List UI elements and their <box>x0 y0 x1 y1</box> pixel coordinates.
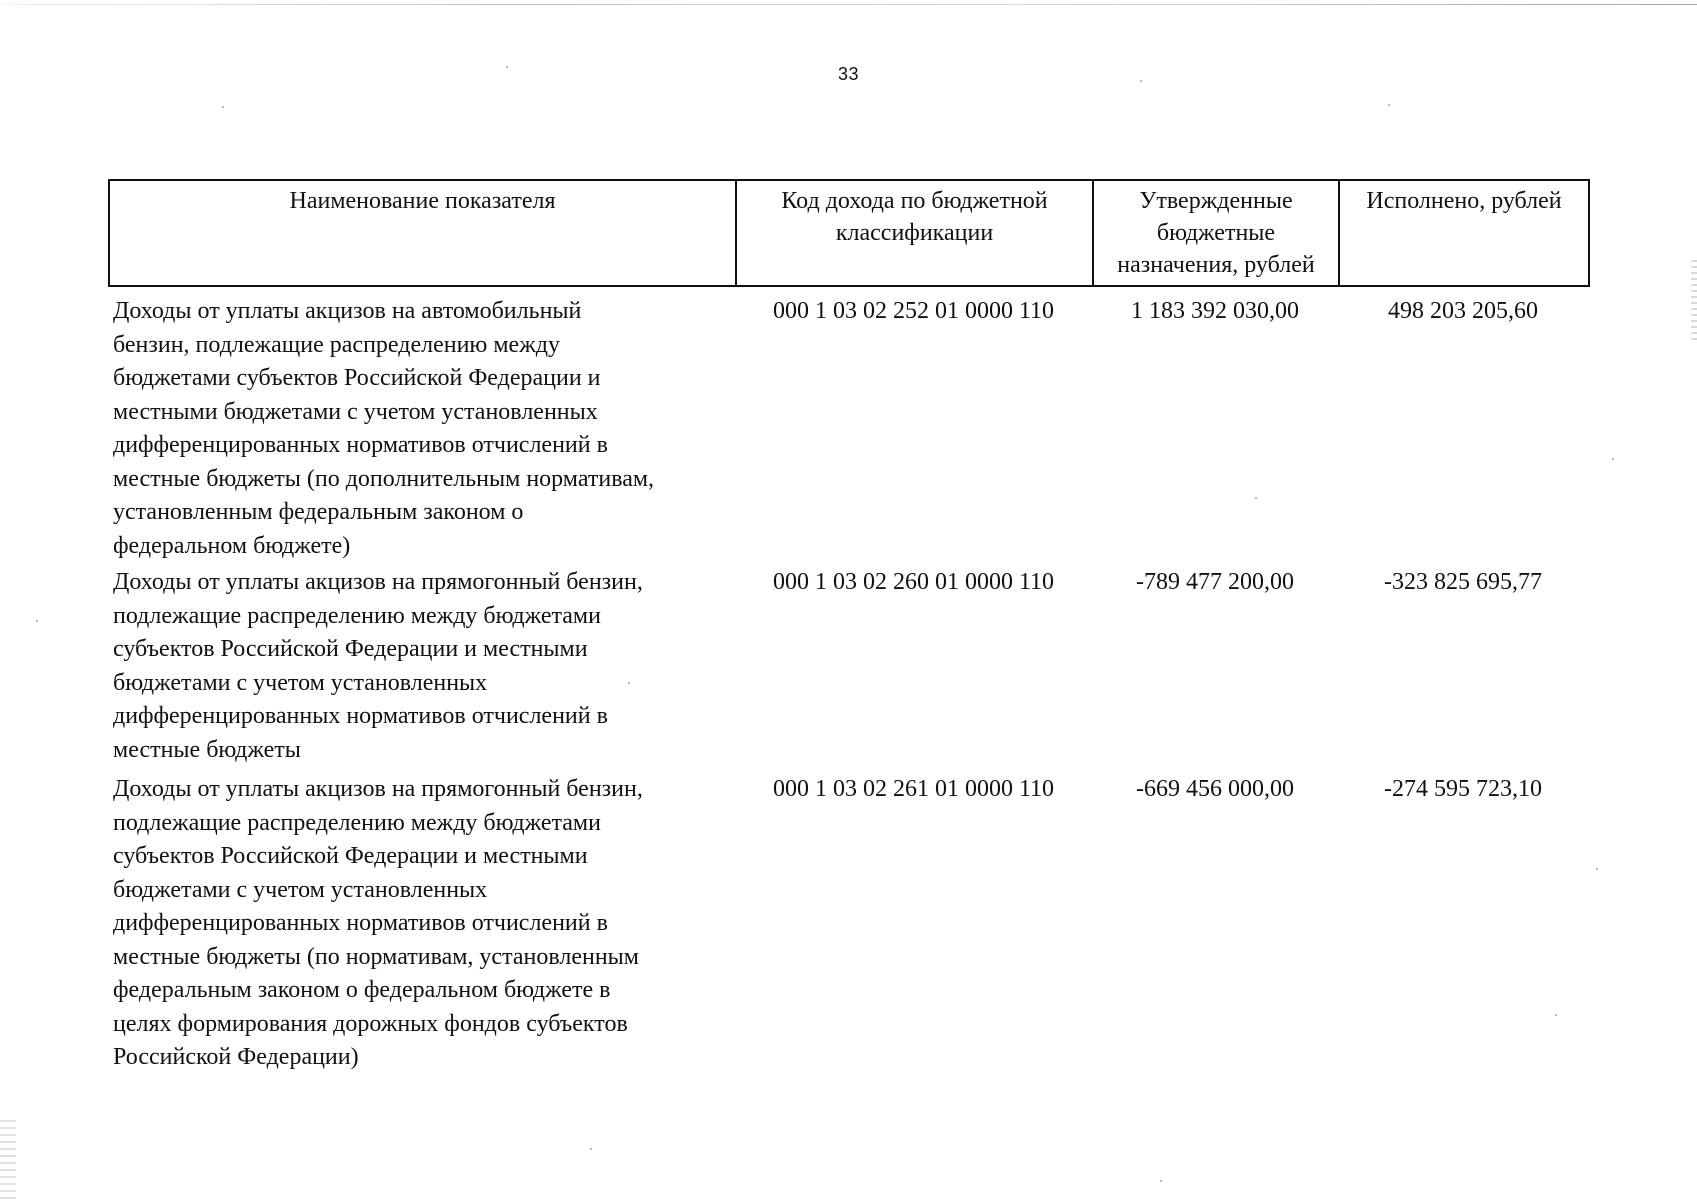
row-name-line: бюджетами субъектов Российской Федерации и <box>113 365 601 391</box>
row-name-line: федеральным законом о федеральном бюджете в <box>113 977 611 1003</box>
scan-speck <box>1555 1014 1557 1016</box>
row-code: 000 1 03 02 261 01 0000 110 <box>772 776 1055 802</box>
header-code-line: Код дохода по бюджетной <box>781 188 1048 214</box>
row-approved-amount: -669 456 000,00 <box>1136 776 1294 802</box>
scan-speck <box>1255 497 1257 499</box>
scan-speck <box>590 1148 592 1150</box>
row-name-line: дифференцированных нормативов отчислений в <box>113 432 608 458</box>
page-number: 33 <box>837 64 860 84</box>
scan-speck <box>506 66 508 68</box>
scan-speck <box>628 682 630 684</box>
row-approved-amount: 1 183 392 030,00 <box>1131 298 1299 324</box>
row-name-line: дифференцированных нормативов отчислений в <box>113 910 608 936</box>
row-name-line: Доходы от уплаты акцизов на прямогонный бензин, <box>113 776 643 802</box>
row-name-line: Доходы от уплаты акцизов на прямогонный бензин, <box>113 569 643 595</box>
scan-speck <box>1388 104 1390 106</box>
row-name-line: подлежащие распределению между бюджетами <box>113 602 601 629</box>
row-name-line: Российской Федерации) <box>113 1044 359 1070</box>
row-name-line: субъектов Российской Федерации и местными <box>113 636 588 662</box>
row-name-line: местные бюджеты (по дополнительным нормативам, <box>113 465 655 492</box>
scan-artifact-right-edge <box>1691 260 1697 340</box>
row-name-line: федеральном бюджете) <box>113 532 351 559</box>
row-executed-amount: 498 203 205,60 <box>1388 298 1538 324</box>
row-name-line: бензин, подлежащие распределению между <box>113 331 560 358</box>
row-name-line: субъектов Российской Федерации и местными <box>113 843 588 869</box>
row-name <box>113 566 738 767</box>
row-name-line: местные бюджеты (по нормативам, установленным <box>113 943 639 970</box>
row-name <box>113 773 738 1075</box>
row-name-line: местными бюджетами с учетом установленных <box>113 398 598 425</box>
header-executed-line: Исполнено, рублей <box>1366 188 1562 214</box>
header-code-line: классификации <box>835 220 994 246</box>
header-approved-line: бюджетные <box>1156 220 1276 246</box>
row-name-line: дифференцированных нормативов отчислений в <box>113 703 608 729</box>
table-header <box>108 179 1590 287</box>
row-code: 000 1 03 02 260 01 0000 110 <box>772 569 1055 595</box>
scan-artifact-left-edge <box>0 1120 16 1200</box>
row-name <box>113 295 738 563</box>
row-name-line: бюджетами с учетом установленных <box>113 669 488 696</box>
header-name-line: Наименование показателя <box>289 188 556 214</box>
row-executed-amount: -274 595 723,10 <box>1384 776 1542 802</box>
row-approved-amount: -789 477 200,00 <box>1136 569 1294 595</box>
row-code: 000 1 03 02 252 01 0000 110 <box>772 298 1055 324</box>
scan-speck <box>1596 868 1598 870</box>
header-approved-line: назначения, рублей <box>1117 252 1315 278</box>
scan-speck <box>36 620 38 622</box>
scan-speck <box>1140 80 1142 82</box>
row-name-line: установленным федеральным законом о <box>113 499 524 525</box>
row-name-line: Доходы от уплаты акцизов на автомобильный <box>113 298 582 324</box>
row-name-line: бюджетами с учетом установленных <box>113 876 488 903</box>
row-name-line: местные бюджеты <box>113 736 301 763</box>
scan-speck <box>1612 458 1614 460</box>
row-name-line: подлежащие распределению между бюджетами <box>113 809 601 836</box>
row-executed-amount: -323 825 695,77 <box>1384 569 1542 595</box>
scan-speck <box>222 106 224 108</box>
header-cell-name <box>109 180 736 286</box>
row-name-line: целях формирования дорожных фондов субъектов <box>113 1010 628 1037</box>
header-row <box>109 180 1589 286</box>
header-cell-code <box>736 180 1093 286</box>
header-approved-line: Утвержденные <box>1139 188 1293 214</box>
scan-artifact-top-line <box>0 4 1697 5</box>
header-cell-approved <box>1093 180 1339 286</box>
header-cell-executed <box>1339 180 1589 286</box>
scan-speck <box>1160 1180 1162 1182</box>
